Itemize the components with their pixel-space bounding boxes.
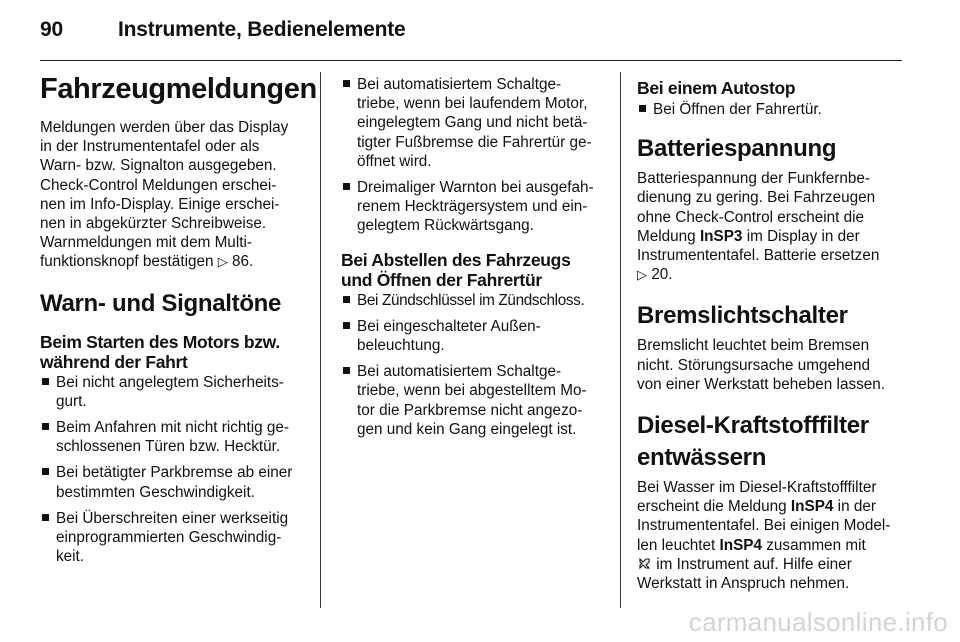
wrench-service-icon (637, 556, 652, 572)
text-line: funktionsknopf bestätigen (40, 253, 214, 271)
text-line: dienung zu gering. Bei Fahrzeugen (637, 189, 876, 207)
subheading-abstellen-fahrzeug (341, 250, 603, 290)
watermark: carmanualsonline.info (688, 607, 948, 637)
text-line: Bei Öffnen der Fahrertür. (653, 101, 822, 118)
page-header (40, 18, 406, 42)
bullet-list (341, 291, 603, 439)
subheading-starten-fahrt (40, 332, 302, 372)
text-line: Bei eingeschalteter Außen- (357, 317, 541, 335)
bullet-list (40, 373, 302, 567)
text-line: Warn- bzw. Signalton ausgegeben. (40, 157, 277, 175)
text-line: nicht. Störungsursache umgehend (637, 356, 871, 374)
bullet-list (341, 75, 603, 236)
text-line: nen im Info-Display. Einige erschei- (40, 195, 280, 213)
message-code: InSP3 (699, 227, 743, 245)
text-line: in der (833, 498, 876, 516)
text-line: von einer Werkstatt beheben lassen. (637, 375, 886, 393)
reference-arrow-icon: ▷ (637, 267, 647, 283)
text-line: ohne Check-Control erscheint die (637, 208, 865, 226)
text-line: erscheint die Meldung (637, 498, 791, 516)
section-heading-bremslichtschalter: Bremslichtschalter (637, 302, 848, 330)
text-line: keit. (56, 548, 85, 566)
text-line: tigter Fußbremse die Fahrertür ge- (357, 133, 592, 151)
page-reference-link[interactable]: 20. (651, 266, 673, 284)
subheading-line: und Öffnen der Fahrertür (341, 269, 542, 290)
text-line: Bei Zündschlüssel im Zündschloss. (357, 291, 585, 309)
subheading-autostop: Bei einem Autostop (637, 78, 796, 98)
reference-arrow-icon: ▷ (217, 254, 228, 270)
text-line: im Instrument auf. Hilfe einer (652, 555, 852, 573)
text-line: gurt. (56, 392, 87, 410)
subheading-line: während der Fahrt (40, 351, 188, 372)
text-line: beleuchtung. (357, 337, 445, 355)
text-line: Dreimaliger Warnton bei ausgefah- (357, 179, 594, 197)
heading-line: entwässern (637, 444, 767, 472)
column-1 (40, 72, 317, 566)
column-divider-2 (620, 72, 621, 608)
list-item (40, 373, 302, 411)
text-line: Bei Überschreiten einer werkseitig (56, 509, 289, 527)
header-rule (40, 60, 902, 61)
column-3 (637, 72, 903, 593)
text-line: Bei betätigter Parkbremse ab einer (56, 464, 293, 482)
text-line: triebe, wenn bei laufendem Motor, (357, 95, 588, 113)
heading-line: Diesel-Kraftstofffilter (637, 412, 869, 440)
text-line: Batteriespannung der Funkfernbe- (637, 170, 871, 188)
list-item (341, 362, 603, 439)
section-heading-warn-und-signaltoene: Warn- und Signaltöne (40, 289, 282, 317)
page-number: 90 (40, 18, 63, 41)
paragraph-diesel (637, 478, 903, 593)
text-line: triebe, wenn bei abgestelltem Mo- (357, 382, 587, 400)
section-heading-diesel-filter (637, 410, 903, 474)
list-item (341, 317, 603, 355)
text-line: Meldung (637, 227, 700, 245)
section-heading-batteriespannung: Batteriespannung (637, 135, 837, 163)
text-line: gen und kein Gang eingelegt ist. (357, 420, 577, 438)
subheading-line: Beim Starten des Motors bzw. (40, 331, 280, 352)
text-line: Bei Wasser im Diesel-Kraftstofffilter (637, 479, 877, 497)
list-item (637, 100, 903, 119)
page-reference-link[interactable]: 86. (232, 253, 254, 271)
chapter-title: Instrumente, Bedienelemente (118, 18, 406, 41)
text-line: Werkstatt in Anspruch nehmen. (637, 575, 850, 593)
text-line: in der Instrumententafel oder als (40, 138, 260, 156)
paragraph-batteriespannung (637, 169, 903, 284)
text-line: Check-Control Meldungen erschei- (40, 176, 277, 194)
section-heading-fahrzeugmeldungen: Fahrzeugmeldungen (40, 73, 317, 105)
column-2 (341, 72, 603, 439)
list-item (40, 418, 302, 456)
text-line: einprogrammierten Geschwindig- (56, 529, 282, 547)
text-line: renem Heckträgersystem und ein- (357, 198, 588, 216)
text-line: Bei nicht angelegtem Sicherheits- (56, 373, 284, 391)
text-line: Instrumententafel. Bei einigen Model- (637, 517, 891, 535)
paragraph-meldungen (40, 118, 302, 272)
list-item (341, 75, 603, 171)
text-line: Bremslicht leuchtet beim Bremsen (637, 337, 870, 355)
column-divider-1 (320, 72, 321, 608)
subheading-line: Bei Abstellen des Fahrzeugs (341, 249, 571, 270)
list-item (40, 509, 302, 567)
text-line: tor die Parkbremse nicht angezo- (357, 401, 583, 419)
text-line: eingelegtem Gang und nicht betä- (357, 114, 588, 132)
text-line: nen in abgekürzter Schreibweise. (40, 215, 267, 233)
text-line: im Display in der (742, 227, 860, 245)
text-line: zusammen mit (762, 536, 866, 554)
text-line: Bei automatisiertem Schaltge- (357, 363, 562, 381)
list-item (341, 178, 603, 236)
message-code: InSP4 (719, 536, 763, 554)
text-line: len leuchtet (637, 536, 720, 554)
text-line: Meldungen werden über das Display (40, 119, 289, 136)
text-line: Warnmeldungen mit dem Multi- (40, 234, 252, 252)
list-item (40, 463, 302, 501)
message-code: InSP4 (790, 498, 834, 516)
bullet-list (637, 100, 903, 119)
text-line: gelegtem Rückwärtsgang. (357, 217, 534, 235)
paragraph-bremslicht (637, 336, 903, 394)
text-line: Instrumententafel. Batterie ersetzen (637, 247, 880, 265)
text-line: öffnet wird. (357, 152, 432, 170)
text-line: bestimmten Geschwindigkeit. (56, 483, 255, 501)
text-line: schlossenen Türen bzw. Hecktür. (56, 438, 281, 456)
text-line: Beim Anfahren mit nicht richtig ge- (56, 419, 289, 437)
text-line: Bei automatisiertem Schaltge- (357, 76, 562, 93)
list-item (341, 291, 603, 310)
